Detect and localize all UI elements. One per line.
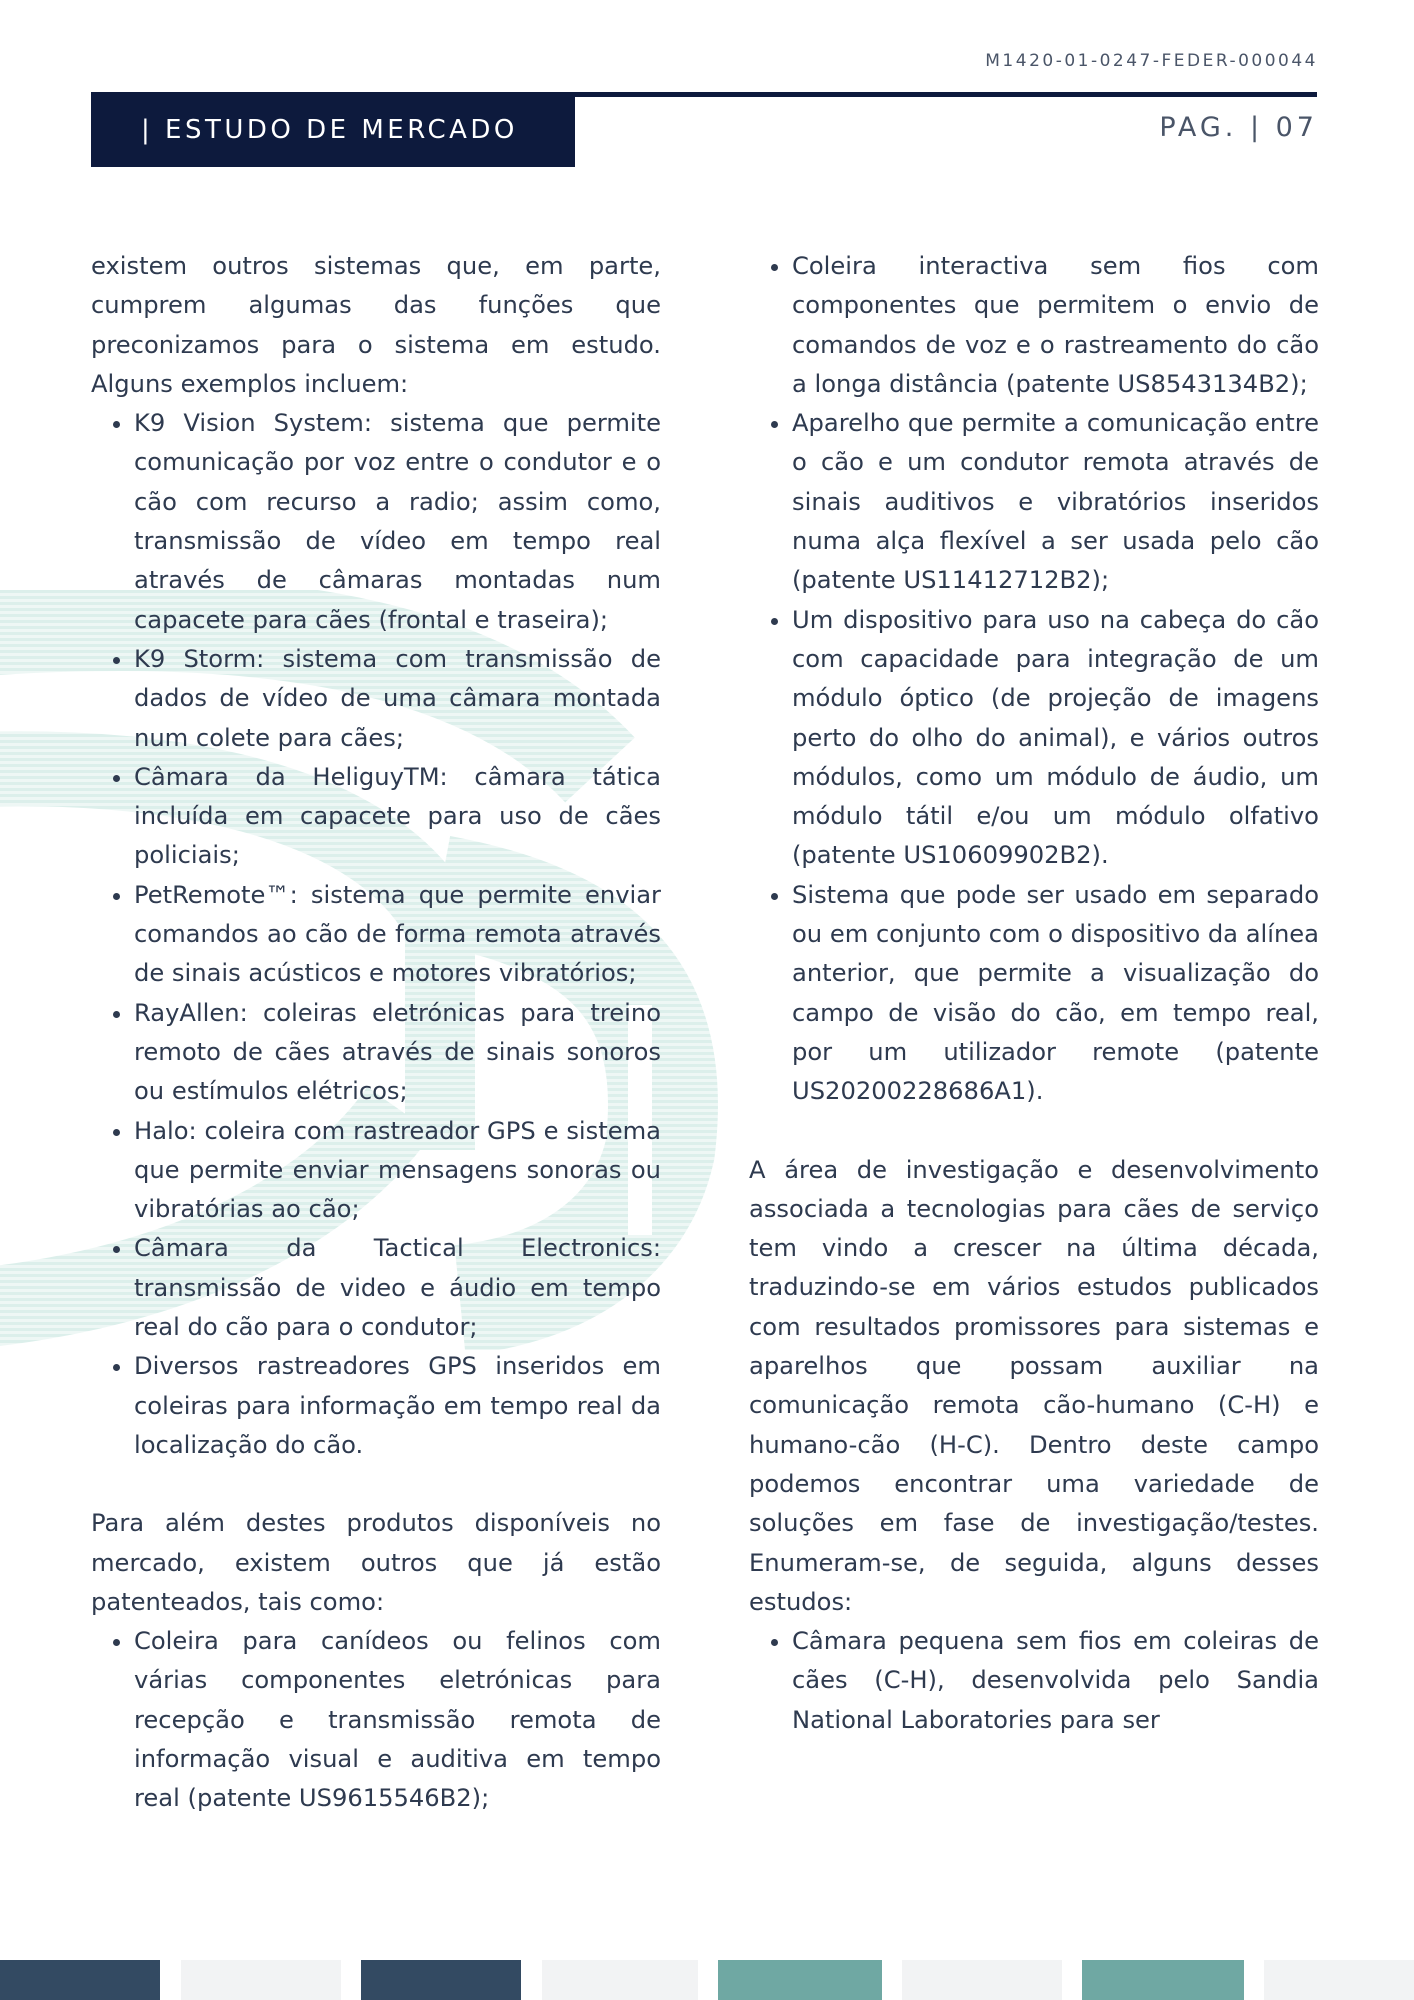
list-item: • Coleira interactiva sem fios com componentes que permitem o envio de comandos de voz e o rastreamento do cão a longa distância (patente US8543134B2); xyxy=(792,247,1319,404)
footer-segment xyxy=(1264,1960,1414,2000)
patents-list xyxy=(91,1622,661,1818)
list-item: • Diversos rastreadores GPS inseridos em coleiras para informação em tempo real da localização do cão. xyxy=(134,1347,661,1465)
paragraph-spacer xyxy=(91,1465,661,1504)
footer-segment xyxy=(1082,1960,1244,2000)
footer-segment xyxy=(542,1960,698,2000)
list-item: • Halo: coleira com rastreador GPS e sistema que permite enviar mensagens sonoras ou vibratórias ao cão; xyxy=(134,1112,661,1230)
footer-segment xyxy=(181,1960,341,2000)
list-item: • Aparelho que permite a comunicação entre o cão e um condutor remota através de sinais auditivos e vibratórios inseridos numa alça flexível a ser usada pelo cão (patente US11412712B2); xyxy=(792,404,1319,600)
list-item: • Sistema que pode ser usado em separado ou em conjunto com o dispositivo da alínea anterior, que permite a visualização do campo de visão do cão, em tempo real, por um utilizador remote (patente US20200228686A1). xyxy=(792,876,1319,1112)
patents-intro-paragraph: Para além destes produtos disponíveis no mercado, existem outros que já estão patenteados, tais como: xyxy=(91,1509,661,1616)
list-item: • Câmara da Tactical Electronics: transmissão de video e áudio em tempo real do cão para o condutor; xyxy=(134,1229,661,1347)
research-intro-paragraph: A área de investigação e desenvolvimento associada a tecnologias para cães de serviço tem vindo a crescer na última década, traduzindo-se em vários estudos publicados com resultados promissores para sistemas e aparelhos que possam auxiliar na comunicação remota cão-humano (C-H) e humano-cão (H-C). Dentro deste campo podemos encontrar uma variedade de soluções em fase de investigação/testes. Enumeram-se, de seguida, alguns desses estudos: xyxy=(749,1155,1319,1616)
research-list xyxy=(749,1622,1319,1740)
paragraph-spacer xyxy=(749,1112,1319,1151)
footer-segment xyxy=(718,1960,882,2000)
footer-segment xyxy=(0,1960,160,2000)
footer-color-bar xyxy=(0,1960,1414,2000)
patents-list-continued xyxy=(749,247,1319,1112)
page-number: PAG. | 07 xyxy=(1159,112,1318,143)
list-item: • PetRemote™: sistema que permite enviar comandos ao cão de forma remota através de sinais acústicos e motores vibratórios; xyxy=(134,876,661,994)
list-item: • Coleira para canídeos ou felinos com várias componentes eletrónicas para recepção e transmissão remota de informação visual e auditiva em tempo real (patente US9615546B2); xyxy=(134,1622,661,1818)
section-title: | ESTUDO DE MERCADO xyxy=(141,114,518,145)
document-code: M1420-01-0247-FEDER-000044 xyxy=(985,51,1318,71)
list-item: • K9 Storm: sistema com transmissão de dados de vídeo de uma câmara montada num colete para cães; xyxy=(134,640,661,758)
section-header xyxy=(91,92,575,167)
left-column xyxy=(91,247,661,1819)
list-item: • Câmara pequena sem fios em coleiras de cães (C-H), desenvolvida pelo Sandia National Laboratories para ser xyxy=(792,1622,1319,1740)
footer-segment xyxy=(902,1960,1062,2000)
right-column xyxy=(749,247,1319,1740)
footer-segment xyxy=(361,1960,521,2000)
list-item: • Um dispositivo para uso na cabeça do cão com capacidade para integração de um módulo óptico (de projeção de imagens perto do olho do animal), e vários outros módulos, como um módulo de áudio, um módulo tátil e/ou um módulo olfativo (patente US10609902B2). xyxy=(792,601,1319,876)
list-item: • Câmara da HeliguyTM: câmara tática incluída em capacete para uso de cães policiais; xyxy=(134,758,661,876)
list-item: • RayAllen: coleiras eletrónicas para treino remoto de cães através de sinais sonoros ou estímulos elétricos; xyxy=(134,994,661,1112)
market-products-list xyxy=(91,404,661,1465)
list-item: • K9 Vision System: sistema que permite comunicação por voz entre o condutor e o cão com recurso a radio; assim como, transmissão de vídeo em tempo real através de câmaras montadas num capacete para cães (frontal e traseira); xyxy=(134,404,661,640)
intro-paragraph: existem outros sistemas que, em parte, cumprem algumas das funções que preconizamos para o sistema em estudo. Alguns exemplos incluem: xyxy=(91,252,661,398)
